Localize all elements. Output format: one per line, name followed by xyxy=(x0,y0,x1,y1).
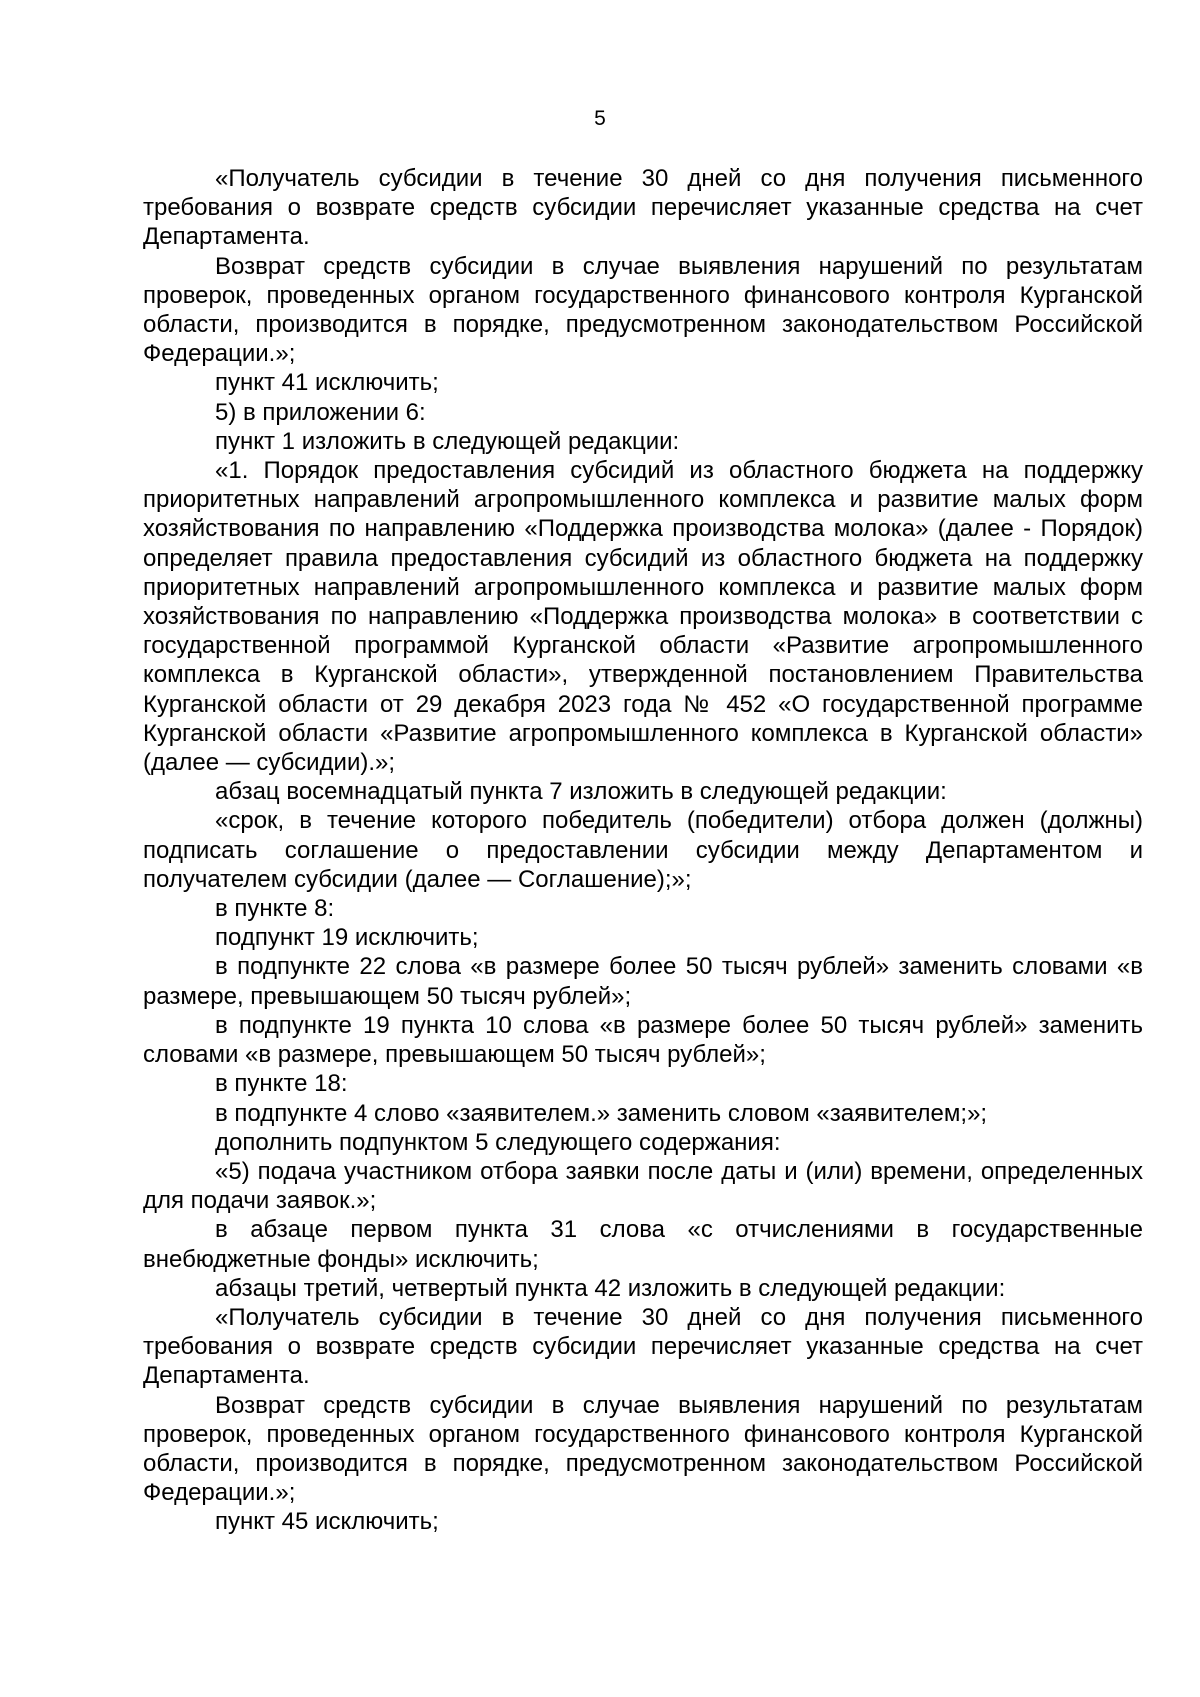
paragraph: «Получатель субсидии в течение 30 дней со дня получения письменного требования о возврате средств субсидии перечисляет указанные средства на счет Департамента. xyxy=(143,165,1143,251)
paragraph: «1. Порядок предоставления субсидий из областного бюджета на поддержку приоритетных направлений агропромышленного комплекса и развитие малых форм хозяйствования по направлению «Поддержка производства молока» (далее - Порядок) определяет правила предоставления субсидий из областного бюджета на поддержку приоритетных направлений агропромышленного комплекса и развитие малых форм хозяйствования по направлению «Поддержка производства молока» в соответствии с государственной программой Курганской области «Развитие агропромышленного комплекса в Курганской области», утвержденной постановлением Правительства Курганской области от 29 декабря 2023 года № 452 «О государственной программе Курганской области «Развитие агропромышленного комплекса в Курганской области» (далее — субсидии).»; xyxy=(143,457,1143,777)
paragraph: «Получатель субсидии в течение 30 дней со дня получения письменного требования о возврате средств субсидии перечисляет указанные средства на счет Департамента. xyxy=(143,1303,1143,1390)
paragraph: пункт 41 исключить; xyxy=(215,369,439,397)
paragraph: 5) в приложении 6: xyxy=(215,398,426,426)
paragraph: дополнить подпунктом 5 следующего содержания: xyxy=(215,1128,781,1156)
page-number: 5 xyxy=(594,107,606,130)
paragraph: в абзаце первом пункта 31 слова «с отчислениями в государственные внебюджетные фонды» исключить; xyxy=(143,1216,1143,1273)
paragraph: в подпункте 4 слово «заявителем.» заменить словом «заявителем;»; xyxy=(215,1099,988,1127)
paragraph: в пункте 18: xyxy=(215,1070,348,1098)
paragraph: подпункт 19 исключить; xyxy=(215,924,479,952)
paragraph: пункт 1 изложить в следующей редакции: xyxy=(215,427,680,455)
paragraph: в пункте 8: xyxy=(215,895,335,923)
paragraph: в подпункте 19 пункта 10 слова «в размере более 50 тысяч рублей» заменить словами «в размере, превышающем 50 тысяч рублей»; xyxy=(143,1011,1143,1069)
paragraph: Возврат средств субсидии в случае выявления нарушений по результатам проверок, проведенных органом государственного финансового контроля Курганской области, производится в порядке, предусмотренном законодательством Российской Федерации.»; xyxy=(143,1391,1143,1507)
paragraph: пункт 45 исключить; xyxy=(215,1508,439,1536)
paragraph: абзац восемнадцатый пункта 7 изложить в следующей редакции: xyxy=(215,778,947,806)
document-body xyxy=(143,164,1143,1537)
paragraph: абзацы третий, четвертый пункта 42 изложить в следующей редакции: xyxy=(215,1274,1006,1302)
paragraph: Возврат средств субсидии в случае выявления нарушений по результатам проверок, проведенных органом государственного финансового контроля Курганской области, производится в порядке, предусмотренном законодательством Российской Федерации.»; xyxy=(143,252,1143,368)
paragraph: «срок, в течение которого победитель (победители) отбора должен (должны) подписать соглашение о предоставлении субсидии между Департаментом и получателем субсидии (далее — Соглашение);»; xyxy=(143,807,1143,893)
paragraph: в подпункте 22 слова «в размере более 50 тысяч рублей» заменить словами «в размере, превышающем 50 тысяч рублей»; xyxy=(143,953,1143,1010)
paragraph: «5) подача участником отбора заявки после даты и (или) времени, определенных для подачи заявок.»; xyxy=(143,1157,1143,1215)
